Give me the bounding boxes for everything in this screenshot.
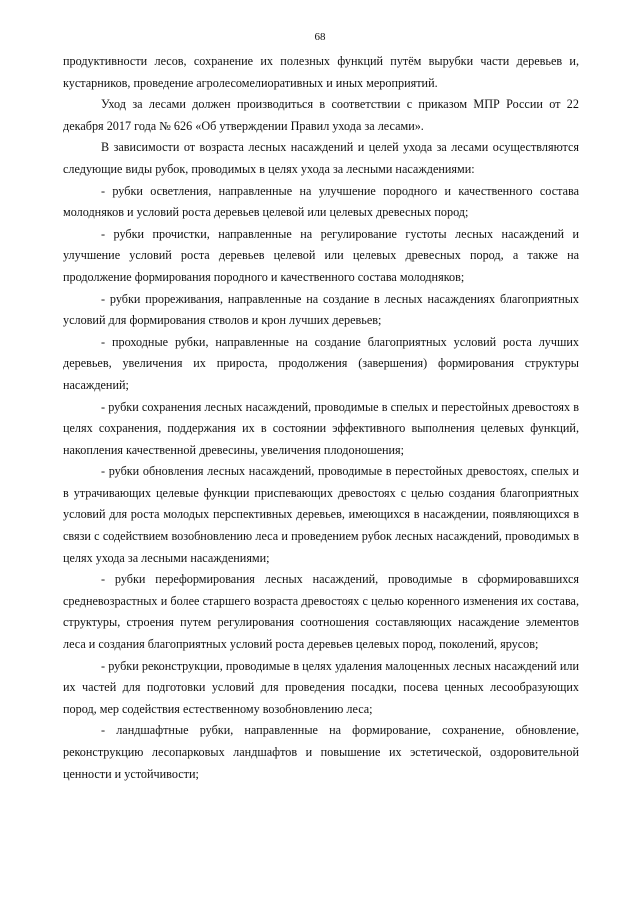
- list-item-cleaning-cuts: - рубки прочистки, направленные на регулирование густоты лесных насаждений и улучшение условий роста деревьев целевой или целевых древесных пород, а также на продолжение формирования породного и качественного состава молодняков;: [63, 226, 579, 284]
- paragraph-felling-types-intro: В зависимости от возраста лесных насаждений и целей ухода за лесами осуществляются следующие виды рубок, проводимых в целях ухода за лесными насаждениями:: [63, 140, 579, 176]
- page-number: 68: [314, 31, 326, 43]
- list-item-thinning-cuts: - рубки прореживания, направленные на создание в лесных насаждениях благоприятных условий для формирования стволов и крон лучших деревьев;: [63, 291, 579, 328]
- list-item-reconstruction-cuts: - рубки реконструкции, проводимые в целях удаления малоценных лесных насаждений или их частей для подготовки условий для проведения посадки, посева ценных лесообразующих пород, мер содействия естественному возобновлению леса;: [63, 658, 579, 716]
- paragraph-care-order: Уход за лесами должен производиться в соответствии с приказом МПР России от 22 декабря 2017 года № 626 «Об утверждении Правил ухода за лесами».: [63, 97, 579, 133]
- list-item-passage-cuts: - проходные рубки, направленные на создание благоприятных условий роста лучших деревьев, увеличения их прироста, продолжения (завершения) формирования структуры насаждений;: [63, 334, 579, 392]
- paragraph-continuation: продуктивности лесов, сохранение их полезных функций путём вырубки части деревьев и, кустарников, проведение агролесомелиоративных и иных мероприятий.: [63, 54, 579, 90]
- list-item-landscape-cuts: - ландшафтные рубки, направленные на формирование, сохранение, обновление, реконструкцию лесопарковых ландшафтов и повышение их эстетической, оздоровительной ценности и устойчивости;: [63, 723, 579, 781]
- list-item-preservation-cuts: - рубки сохранения лесных насаждений, проводимые в спелых и перестойных древостоях в целях сохранения, поддержания их в состоянии эффективного выполнения целевых функций, накопления качественной древесины, увеличения плодоношения;: [63, 399, 579, 457]
- page-body: [63, 51, 579, 785]
- list-item-renewal-cuts: - рубки обновления лесных насаждений, проводимые в перестойных древостоях, спелых и в утрачивающих целевые функции приспевающих древостоях с целью создания благоприятных условий для роста молодых перспективных деревьев, имеющихся в насаждении, появляющихся в связи с содействием возобновлению леса и проведением рубок лесных насаждений, проводимых в целях ухода за лесными насаждениями;: [63, 464, 579, 565]
- list-item-reformation-cuts: - рубки переформирования лесных насаждений, проводимые в сформировавшихся средневозрастных и более старшего возраста древостоях с целью коренного изменения их состава, структуры, строения путем регулирования соотношения составляющих насаждение элементов леса и создания благоприятных условий роста деревьев целевых пород, поколений, ярусов;: [63, 572, 579, 652]
- list-item-clearing-cuts: - рубки осветления, направленные на улучшение породного и качественного состава молодняков и условий роста деревьев целевой или целевых древесных пород;: [63, 183, 579, 220]
